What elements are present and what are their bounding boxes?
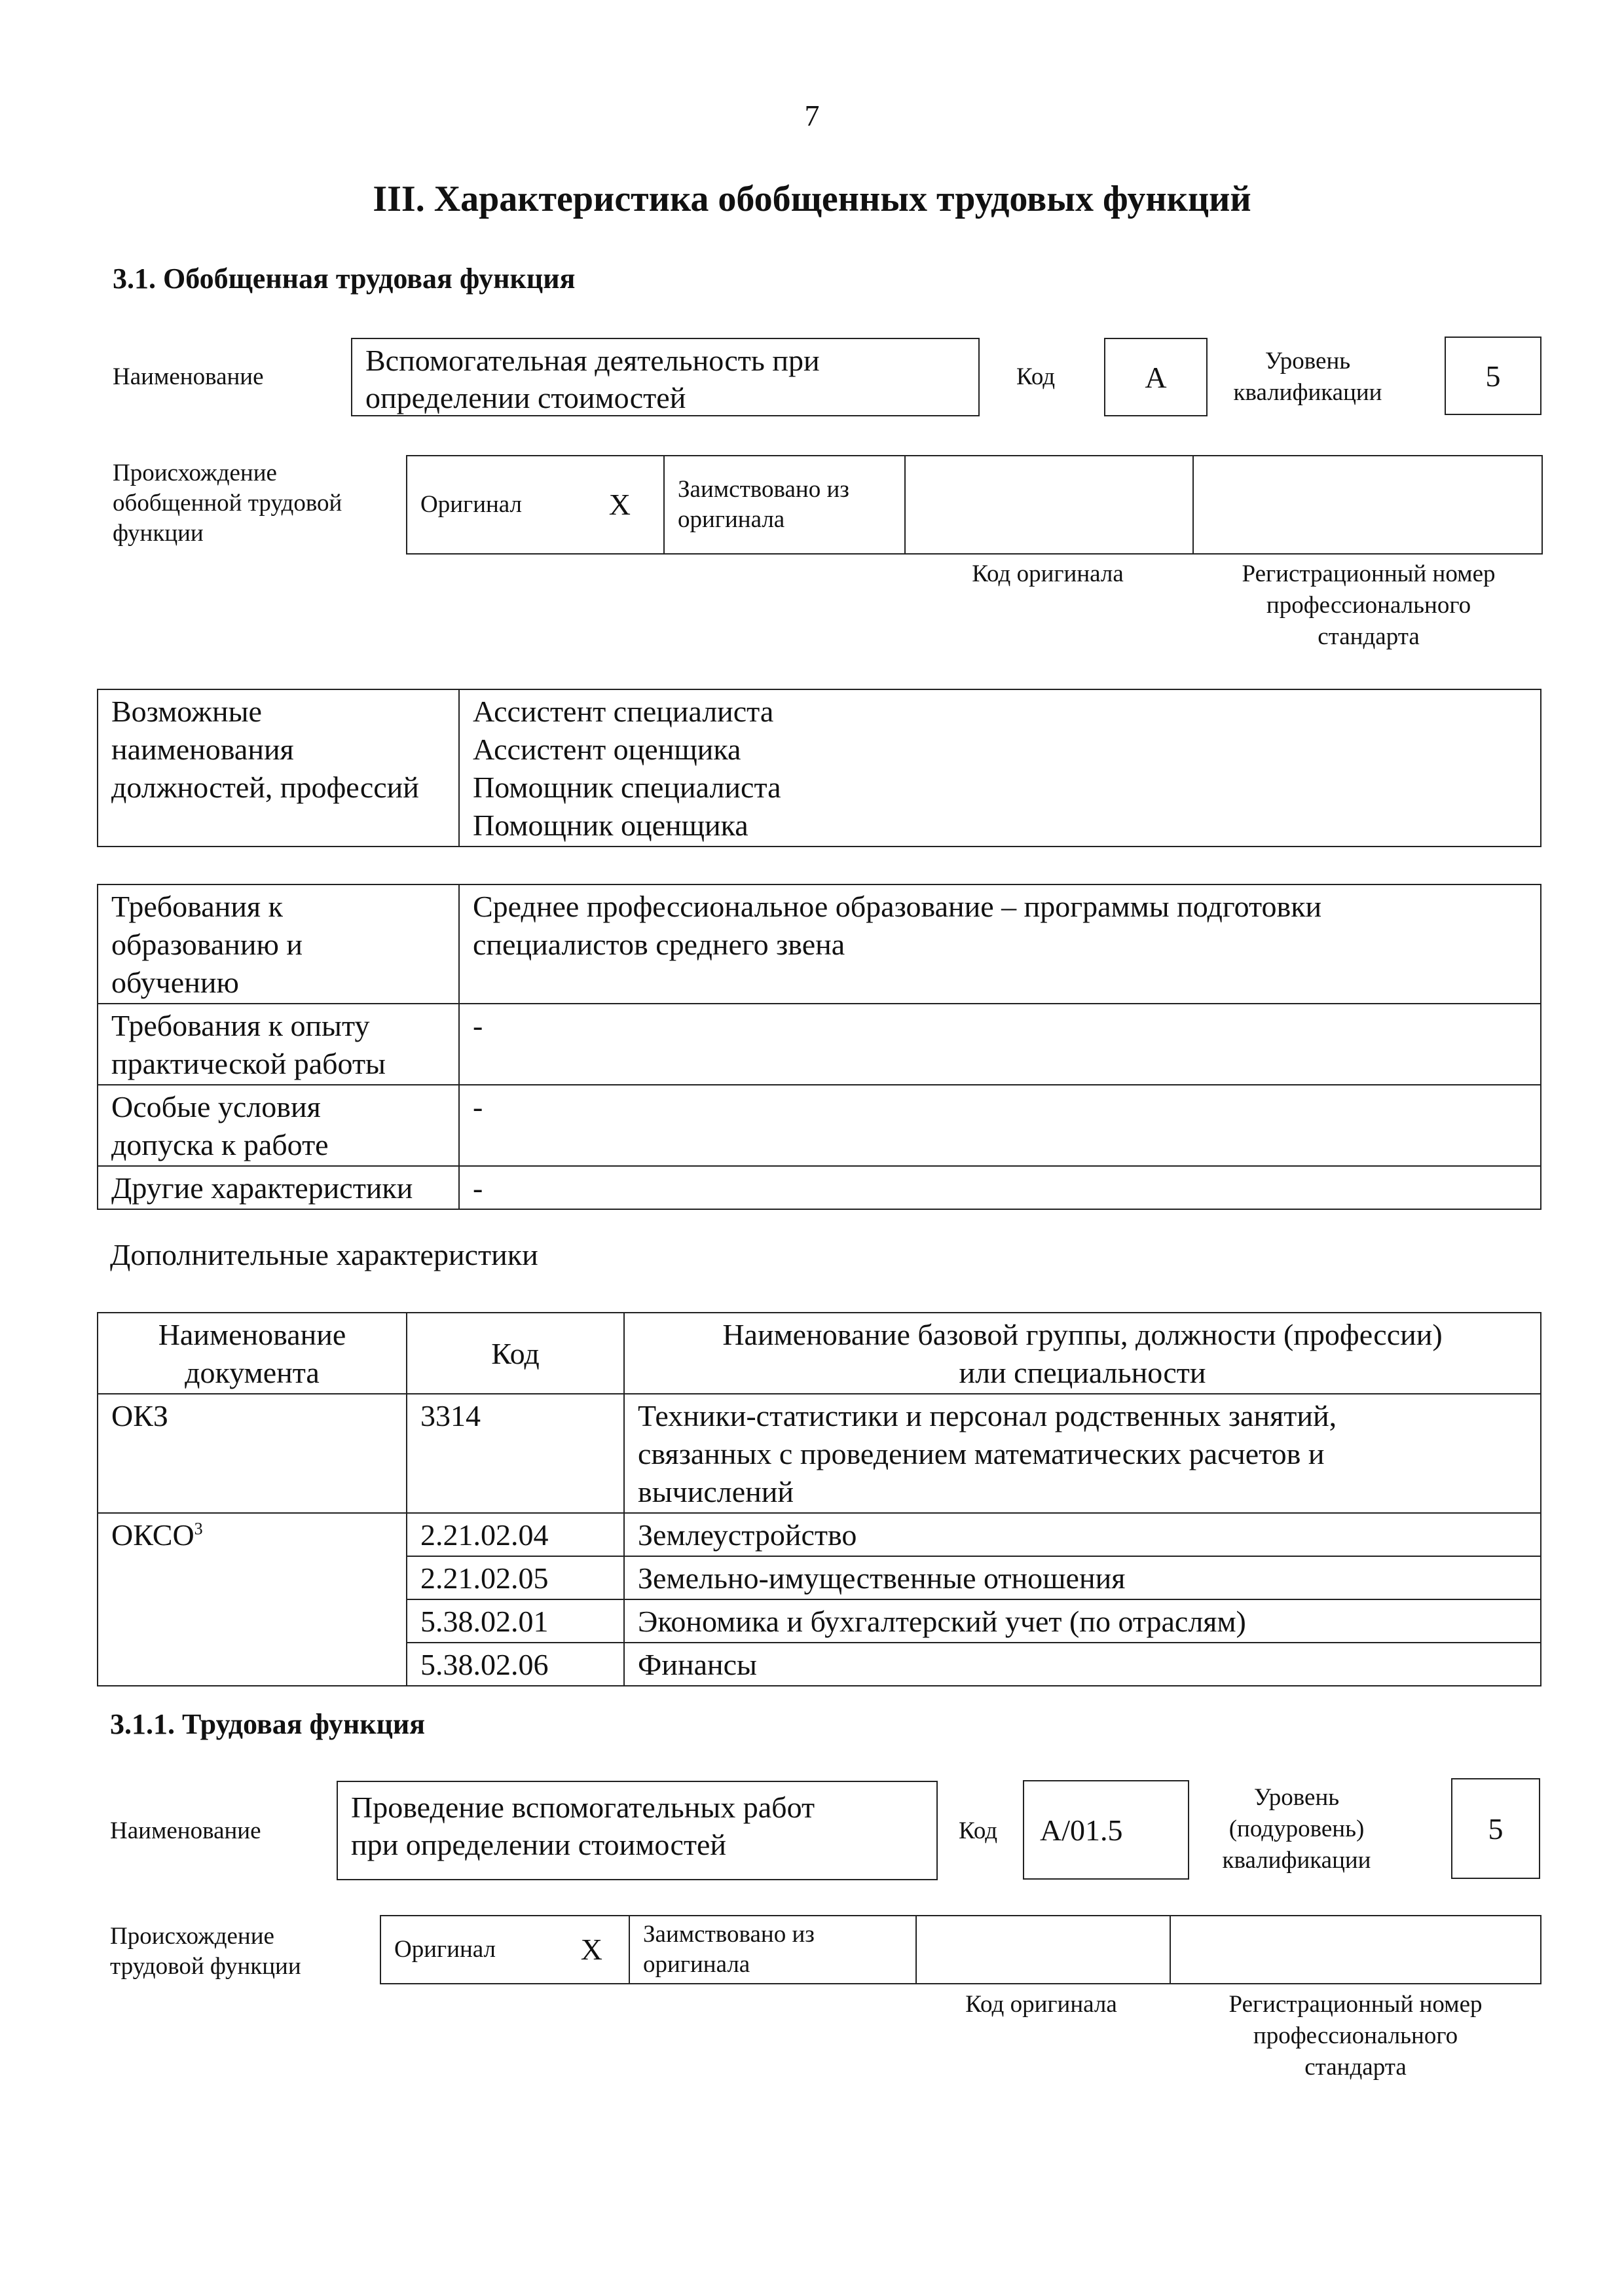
page-number: 7 [804, 99, 820, 132]
name-line: Техники-статистики и персонал родственных занятий, [638, 1399, 1337, 1432]
req-label: практической работы [111, 1047, 386, 1080]
tf-name-label: Наименование [110, 1817, 261, 1844]
tf-name-line1: Проведение вспомогательных работ [351, 1791, 815, 1824]
table-row [98, 1085, 1541, 1166]
col-header-document [98, 1313, 407, 1394]
name-cell [624, 1394, 1541, 1513]
positions-values-cell [459, 689, 1541, 847]
gtf-origin-borrowed-cell [665, 456, 906, 553]
req-value-cell: - [459, 1085, 1541, 1166]
tf-origin-mark: X [580, 1933, 602, 1966]
tf-origin-borrowed-cell [630, 1916, 917, 1983]
code-cell: 2.21.02.05 [407, 1556, 624, 1599]
tf-origin-borrowed-line2: оригинала [643, 1951, 750, 1978]
gtf-name-line1: Вспомогательная деятельность при [365, 344, 820, 377]
gtf-origin-label-line1: Происхождение [113, 460, 277, 486]
tf-origin-label [110, 1922, 301, 1982]
name-line: связанных с проведением математических расчетов и [638, 1437, 1325, 1470]
req-value-cell: - [459, 1004, 1541, 1085]
table-row [98, 884, 1541, 1004]
code-cell: 5.38.02.06 [407, 1643, 624, 1686]
requirements-table [97, 884, 1541, 1210]
req-value-cell: - [459, 1166, 1541, 1209]
req-label-cell [98, 884, 459, 1004]
positions-label-line3: должностей, профессий [111, 771, 419, 804]
gtf-origin-code-cell [906, 456, 1194, 553]
tf-origin-code-cell [917, 1916, 1171, 1983]
col-header-document-line2: документа [185, 1356, 320, 1389]
tf-name-field [337, 1781, 938, 1880]
gtf-name-line2: определении стоимостей [365, 381, 686, 414]
gtf-origin-borrowed-line1: Заимствовано из [678, 476, 849, 503]
req-label: Требования к [111, 890, 283, 923]
gtf-origin-original-label: Оригинал [420, 491, 523, 518]
tf-name-line2: при определении стоимостей [351, 1828, 727, 1861]
table-row [98, 1004, 1541, 1085]
list-item: Ассистент оценщика [473, 733, 741, 766]
col-header-name-line1: Наименование базовой группы, должности (профессии) [722, 1318, 1443, 1351]
req-value-cell [459, 884, 1541, 1004]
gtf-caption-reg-line2: профессионального [1266, 592, 1471, 619]
gtf-origin-reg-cell [1194, 456, 1541, 553]
tf-caption-reg-line3: стандарта [1304, 2054, 1407, 2081]
gtf-origin-label-line2: обобщенной трудовой [113, 490, 342, 517]
tf-level-label [1198, 1782, 1395, 1876]
table-row [98, 1166, 1541, 1209]
tf-caption-reg-line1: Регистрационный номер [1228, 1991, 1483, 2018]
gtf-level-label-line2: квалификации [1233, 379, 1382, 406]
req-label: допуска к работе [111, 1128, 329, 1161]
section-title: III. Характеристика обобщенных трудовых функций [373, 179, 1251, 219]
code-cell: 5.38.02.01 [407, 1599, 624, 1643]
tf-heading: 3.1.1. Трудовая функция [110, 1708, 426, 1740]
positions-table [97, 689, 1541, 847]
req-value: Среднее профессиональное образование – программы подготовки [473, 890, 1322, 923]
col-header-name [624, 1313, 1541, 1394]
doc-cell: ОКЗ [98, 1394, 407, 1513]
okso-label: ОКСО [111, 1518, 194, 1552]
gtf-origin-label [113, 458, 342, 549]
additional-table [97, 1312, 1541, 1686]
gtf-code-field: A [1104, 338, 1208, 416]
positions-label-line2: наименования [111, 733, 294, 766]
req-label-cell [98, 1004, 459, 1085]
gtf-caption-code: Код оригинала [972, 560, 1124, 587]
gtf-origin-mark: X [608, 488, 631, 521]
tf-origin-borrowed-line1: Заимствовано из [643, 1921, 815, 1948]
code-cell: 3314 [407, 1394, 624, 1513]
list-item: Помощник специалиста [473, 771, 781, 804]
tf-code-field: A/01.5 [1023, 1780, 1189, 1880]
gtf-name-label: Наименование [113, 363, 264, 390]
gtf-caption-reg-line1: Регистрационный номер [1242, 560, 1496, 587]
name-cell: Финансы [624, 1643, 1541, 1686]
tf-level-field: 5 [1451, 1778, 1540, 1879]
gtf-origin-borrowed-line2: оригинала [678, 506, 785, 533]
col-header-name-line2: или специальности [959, 1356, 1206, 1389]
gtf-code-label: Код [1016, 363, 1056, 390]
tf-level-label-line3: квалификации [1222, 1847, 1371, 1874]
positions-label-line1: Возможные [111, 695, 262, 728]
gtf-caption-reg [1205, 558, 1532, 653]
gtf-name-field [351, 338, 980, 416]
tf-caption-code: Код оригинала [965, 1991, 1117, 2018]
tf-origin-reg-cell [1171, 1916, 1540, 1983]
req-label-cell: Другие характеристики [98, 1166, 459, 1209]
table-header-row [98, 1313, 1541, 1394]
tf-level-label-line1: Уровень [1253, 1784, 1340, 1811]
tf-origin-label-line2: трудовой функции [110, 1953, 301, 1980]
code-cell: 2.21.02.04 [407, 1513, 624, 1556]
positions-label-cell [98, 689, 459, 847]
doc-cell [98, 1513, 407, 1686]
list-item: Помощник оценщика [473, 809, 748, 842]
tf-caption-reg [1192, 1989, 1519, 2083]
tf-code-label: Код [959, 1817, 998, 1844]
positions-row [98, 689, 1541, 847]
req-label: Требования к опыту [111, 1009, 370, 1042]
list-item: Ассистент специалиста [473, 695, 774, 728]
gtf-origin-label-line3: функции [113, 520, 204, 547]
tf-origin-table [380, 1915, 1541, 1984]
col-header-code: Код [407, 1313, 624, 1394]
gtf-level-field: 5 [1445, 337, 1541, 415]
req-label: образованию и [111, 928, 303, 961]
name-cell: Землеустройство [624, 1513, 1541, 1556]
tf-origin-label-line1: Происхождение [110, 1923, 274, 1950]
gtf-origin-original-cell [407, 456, 665, 553]
tf-origin-original-label: Оригинал [394, 1936, 496, 1963]
gtf-level-label [1213, 346, 1403, 409]
name-cell: Земельно-имущественные отношения [624, 1556, 1541, 1599]
footnote-marker: 3 [194, 1519, 203, 1539]
gtf-heading: 3.1. Обобщенная трудовая функция [113, 263, 576, 295]
additional-heading: Дополнительные характеристики [110, 1238, 538, 1271]
tf-caption-reg-line2: профессионального [1253, 2022, 1458, 2049]
req-label-cell [98, 1085, 459, 1166]
table-row [98, 1513, 1541, 1556]
gtf-origin-table [406, 455, 1543, 555]
gtf-level-label-line1: Уровень [1264, 348, 1351, 374]
tf-level-label-line2: (подуровень) [1228, 1815, 1365, 1842]
table-row [98, 1394, 1541, 1513]
gtf-caption-reg-line3: стандарта [1318, 623, 1420, 650]
tf-origin-original-cell [381, 1916, 630, 1983]
name-cell: Экономика и бухгалтерский учет (по отраслям) [624, 1599, 1541, 1643]
req-value: специалистов среднего звена [473, 928, 845, 961]
col-header-document-line1: Наименование [158, 1318, 346, 1351]
name-line: вычислений [638, 1475, 794, 1508]
req-label: обучению [111, 966, 239, 999]
req-label: Особые условия [111, 1090, 321, 1123]
